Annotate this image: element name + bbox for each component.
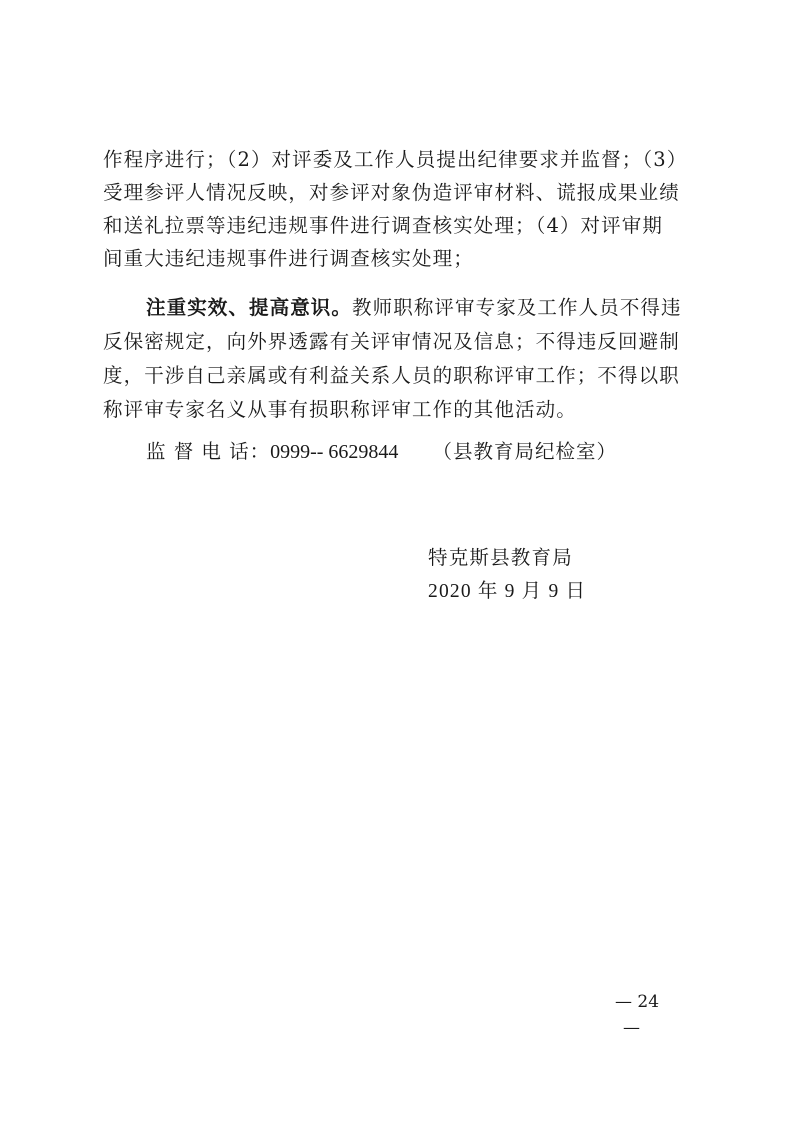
paragraph-1-line-2: 受理参评人情况反映，对参评对象伪造评审材料、谎报成果业绩 — [103, 181, 680, 204]
paragraph-1-line-3: 和送礼拉票等违纪违规事件进行调查核实处理；（4）对评审期 — [103, 214, 663, 237]
paragraph-2-line-3: 度，干涉自己亲属或有利益关系人员的职称评审工作；不得以职 — [103, 364, 680, 387]
paragraph-1-line-1: 作程序进行；（2）对评委及工作人员提出纪律要求并监督；（3） — [103, 148, 688, 171]
phone-label: 监 督 电 话： — [146, 440, 271, 463]
signature-org: 特克斯县教育局 — [428, 546, 573, 569]
paragraph-2-line-1-text: 教师职称评审专家及工作人员不得违 — [352, 296, 682, 319]
supervision-phone-line — [146, 440, 617, 464]
paragraph-2-line-1 — [146, 296, 682, 320]
paragraph-2-line-4: 称评审专家名义从事有损职称评审工作的其他活动。 — [103, 398, 577, 421]
paragraph-2-line-2: 反保密规定，向外界透露有关评审情况及信息；不得违反回避制 — [103, 330, 680, 353]
paragraph-2-heading: 注重实效、提高意识。 — [146, 296, 353, 319]
page-number-dash: — — [623, 1018, 640, 1038]
phone-number: 0999-- 6629844 — [270, 441, 399, 463]
signature-date: 2020 年 9 月 9 日 — [428, 581, 587, 602]
page-number: — 24 — [615, 992, 660, 1012]
phone-note: （县教育局纪检室） — [432, 440, 617, 463]
paragraph-1-line-4: 间重大违纪违规事件进行调查核实处理； — [103, 247, 474, 270]
